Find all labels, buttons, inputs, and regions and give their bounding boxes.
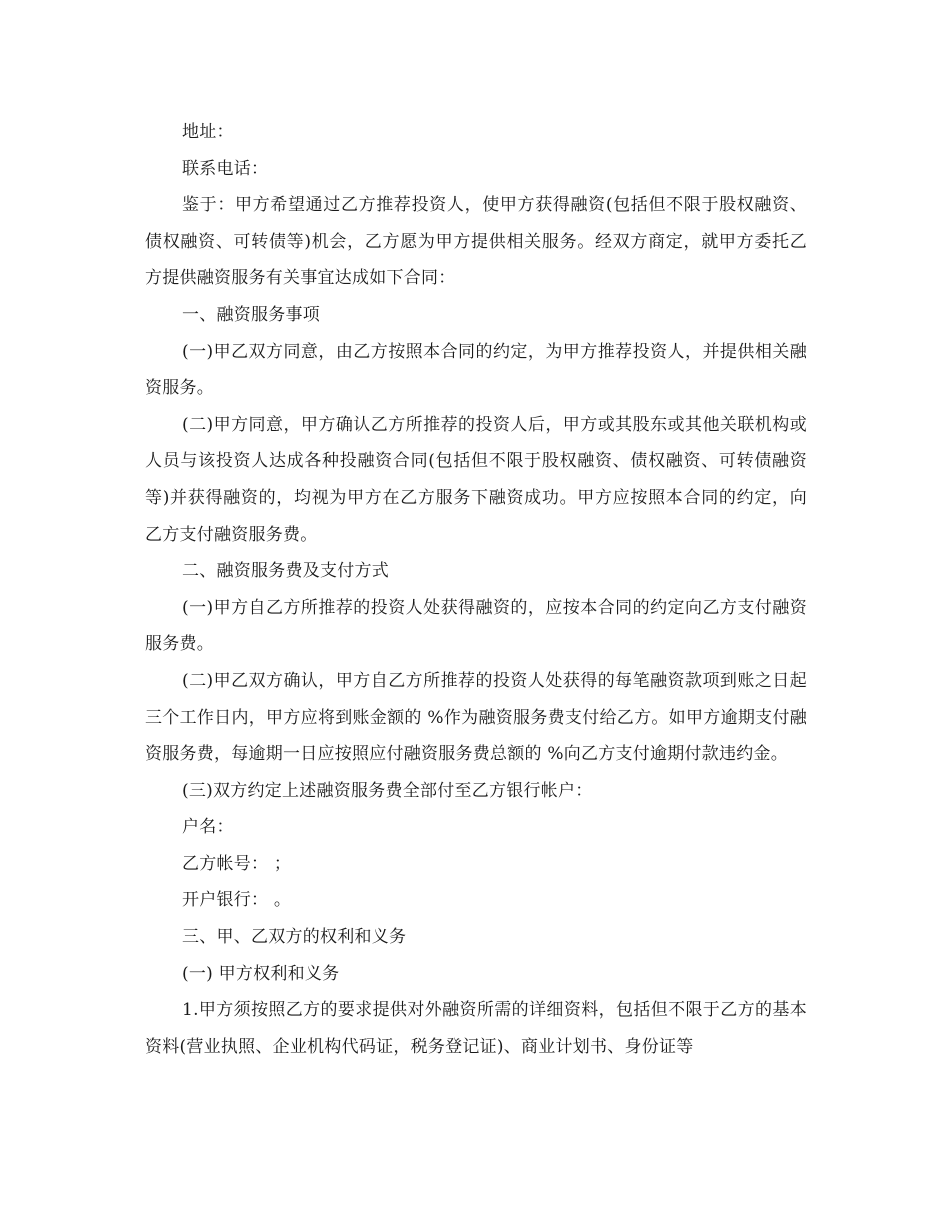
clause-2-1: (一)甲方自乙方所推荐的投资人处获得融资的，应按本合同的约定向乙方支付融资服务费。 bbox=[145, 597, 807, 655]
section-heading-3: 三、甲、乙双方的权利和义务 bbox=[182, 927, 407, 948]
clause-2-2: (二)甲乙双方确认，甲方自乙方所推荐的投资人处获得的每笔融资款项到账之日起三个工作日内，甲方应将到账金额的 %作为融资服务费支付给乙方。如甲方逾期支付融资服务费，每逾期一日应按照应付融资服务费总额的 %向乙方支付逾期付款违约金。 bbox=[145, 670, 807, 765]
address-line: 地址： bbox=[182, 122, 234, 142]
whereas-paragraph: 鉴于：甲方希望通过乙方推荐投资人，使甲方获得融资(包括但不限于股权融资、债权融资、可转债等)机会，乙方愿为甲方提供相关服务。经双方商定，就甲方委托乙方提供融资服务有关事宜达成如下合同： bbox=[145, 195, 807, 289]
account-name-line: 户名： bbox=[182, 817, 234, 838]
clause-2-3: (三)双方约定上述融资服务费全部付至乙方银行帐户： bbox=[182, 780, 593, 801]
clause-1-1: (一)甲乙双方同意，由乙方按照本合同的约定，为甲方推荐投资人，并提供相关融资服务。 bbox=[145, 341, 807, 399]
section-heading-2: 二、融资服务费及支付方式 bbox=[182, 561, 389, 582]
document-body bbox=[145, 114, 807, 1065]
phone-line: 联系电话： bbox=[182, 158, 269, 179]
section-heading-1: 一、融资服务事项 bbox=[182, 304, 320, 325]
clause-3-1-1: 1.甲方须按照乙方的要求提供对外融资所需的详细资料，包括但不限于乙方的基本资料(营业执照、企业机构代码证，税务登记证)、商业计划书、身份证等 bbox=[145, 1000, 807, 1057]
account-number-line: 乙方帐号： ； bbox=[182, 853, 292, 874]
bank-line: 开户银行： 。 bbox=[182, 890, 292, 911]
clause-1-2: (二)甲方同意，甲方确认乙方所推荐的投资人后，甲方或其股东或其他关联机构或人员与该投资人达成各种投融资合同(包括但不限于股权融资、债权融资、可转债融资等)并获得融资的，均视为甲方在乙方服务下融资成功。甲方应按照本合同的约定，向乙方支付融资服务费。 bbox=[145, 414, 807, 545]
subsection-heading-3-1: (一) 甲方权利和义务 bbox=[182, 963, 340, 984]
